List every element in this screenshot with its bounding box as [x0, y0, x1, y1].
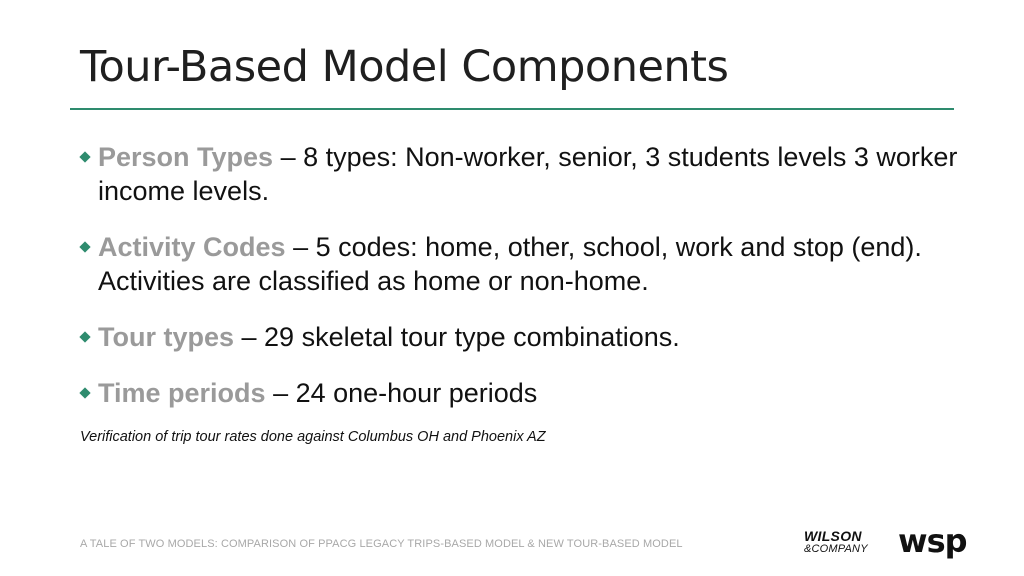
bullet-time-periods — [80, 376, 960, 410]
bullet-text: – 29 skeletal tour type combinations. — [234, 322, 680, 352]
bullet-text: – 5 codes: home, other, school, work and stop (end). Activities are classified as home or non-home. — [98, 232, 922, 296]
bullet-term: Person Types — [98, 142, 274, 172]
wilson-logo-top: WILSON — [804, 528, 862, 544]
diamond-bullet-icon — [79, 387, 90, 398]
wilson-company-logo — [804, 530, 882, 556]
slide-title: Tour-Based Model Components — [80, 42, 729, 92]
bullet-term: Tour types — [98, 322, 235, 352]
bullet-person-types — [80, 140, 960, 208]
bullet-text: – 24 one-hour periods — [265, 378, 538, 408]
diamond-bullet-icon — [79, 241, 90, 252]
bullet-term: Time periods — [98, 378, 266, 408]
bullet-activity-codes — [80, 230, 960, 298]
footer-caption: A TALE OF TWO MODELS: COMPARISON OF PPACG LEGACY TRIPS-BASED MODEL & NEW TOUR-BASED MODEL — [80, 538, 683, 550]
bullet-list — [80, 140, 960, 432]
bullet-text: – 8 types: Non-worker, senior, 3 students levels 3 worker income levels. — [98, 142, 958, 206]
diamond-bullet-icon — [79, 151, 90, 162]
bullet-term: Activity Codes — [98, 232, 286, 262]
verification-note: Verification of trip tour rates done against Columbus OH and Phoenix AZ — [80, 429, 546, 445]
diamond-bullet-icon — [79, 331, 90, 342]
bullet-tour-types — [80, 320, 960, 354]
title-divider — [70, 108, 954, 110]
wsp-logo: wsp — [898, 522, 967, 560]
wilson-logo-bottom: &COMPANY — [804, 543, 868, 555]
